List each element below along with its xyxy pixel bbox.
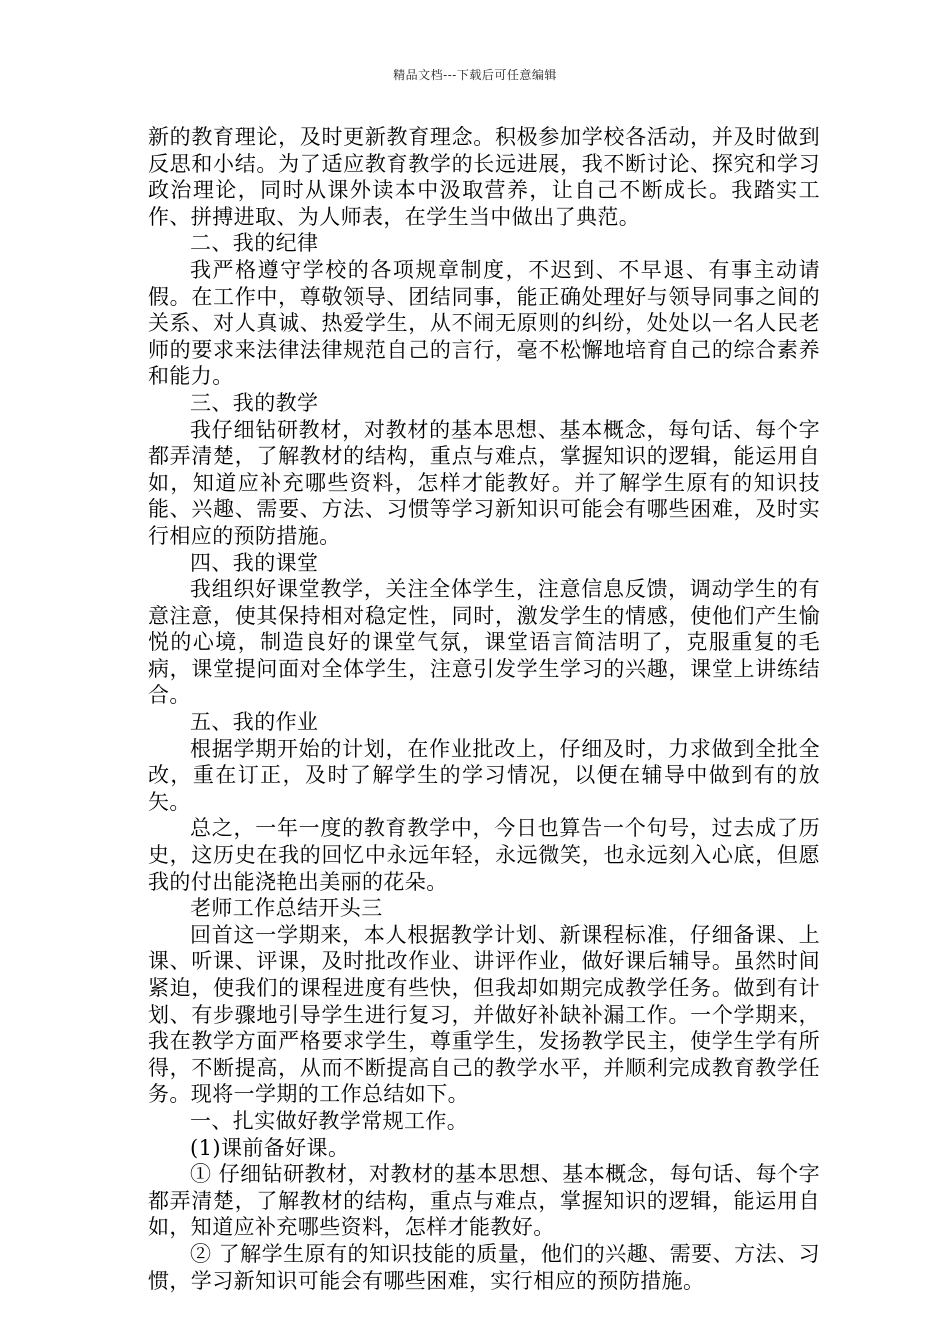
paragraph: 我严格遵守学校的各项规章制度，不迟到、不早退、有事主动请假。在工作中，尊敬领导、团结同事，能正确处理好与领导同事之间的关系、对人真诚、热爱学生，从不闹无原则的纠纷，处处以一名人民老师的要求来法律法律规范自己的言行，毫不松懈地培育自己的综合素养和能力。: [148, 257, 820, 389]
document-body: [148, 124, 820, 1294]
section-heading: 二、我的纪律: [190, 231, 319, 256]
list-item: ② 了解学生原有的知识技能的质量，他们的兴趣、需要、方法、习惯，学习新知识可能会有哪些困难，实行相应的预防措施。: [148, 1241, 820, 1293]
page-header: 精品文档---下载后可任意编辑: [393, 68, 557, 82]
paragraph: 总之，一年一度的教育教学中，今日也算告一个句号，过去成了历史，这历史在我的回忆中永远年轻，永远微笑，也永远刻入心底，但愿我的付出能浇艳出美丽的花朵。: [148, 816, 820, 894]
section-heading: 老师工作总结开头三: [190, 896, 383, 921]
section-heading: 四、我的课堂: [190, 550, 319, 575]
paragraph: 我仔细钻研教材，对教材的基本思想、基本概念，每句话、每个字都弄清楚，了解教材的结构，重点与难点，掌握知识的逻辑，能运用自如，知道应补充哪些资料，怎样才能教好。并了解学生原有的知识技能、兴趣、需要、方法、习惯等学习新知识可能会有哪些困难，及时实行相应的预防措施。: [148, 417, 820, 548]
list-item: ① 仔细钻研教材，对教材的基本思想、基本概念，每句话、每个字都弄清楚，了解教材的结构，重点与难点，掌握知识的逻辑，能运用自如，知道应补充哪些资料，怎样才能教好。: [148, 1162, 820, 1240]
paragraph: 回首这一学期来，本人根据教学计划、新课程标准，仔细备课、上课、听课、评课，及时批改作业、讲评作业，做好课后辅导。虽然时间紧迫，使我们的课程进度有些快，但我却如期完成教学任务。做到有计划、有步骤地引导学生进行复习，并做好补缺补漏工作。一个学期来，我在教学方面严格要求学生，尊重学生，发扬教学民主，使学生学有所得，不断提高，从而不断提高自己的教学水平，并顺利完成教育教学任务。现将一学期的工作总结如下。: [148, 922, 820, 1107]
paragraph: 新的教育理论，及时更新教育理念。积极参加学校各活动，并及时做到反思和小结。为了适应教育教学的长远进展，我不断讨论、探究和学习政治理论，同时从课外读本中汲取营养，让自己不断成长。我踏实工作、拼搏进取、为人师表，在学生当中做出了典范。: [148, 125, 820, 229]
sub-heading: (1)课前备好课。: [190, 1135, 350, 1160]
section-heading: 三、我的教学: [190, 390, 319, 415]
paragraph: 根据学期开始的计划，在作业批改上，仔细及时，力求做到全批全改，重在订正，及时了解学生的学习情况，以便在辅导中做到有的放矢。: [148, 736, 820, 814]
section-heading: 五、我的作业: [190, 710, 319, 735]
paragraph: 我组织好课堂教学，关注全体学生，注意信息反馈，调动学生的有意注意，使其保持相对稳定性，同时，激发学生的情感，使他们产生愉悦的心境，制造良好的课堂气氛，课堂语言简洁明了，克服重复的毛病，课堂提问面对全体学生，注意引发学生学习的兴趣，课堂上讲练结合。: [148, 577, 820, 708]
section-heading: 一、扎实做好教学常规工作。: [190, 1108, 469, 1133]
